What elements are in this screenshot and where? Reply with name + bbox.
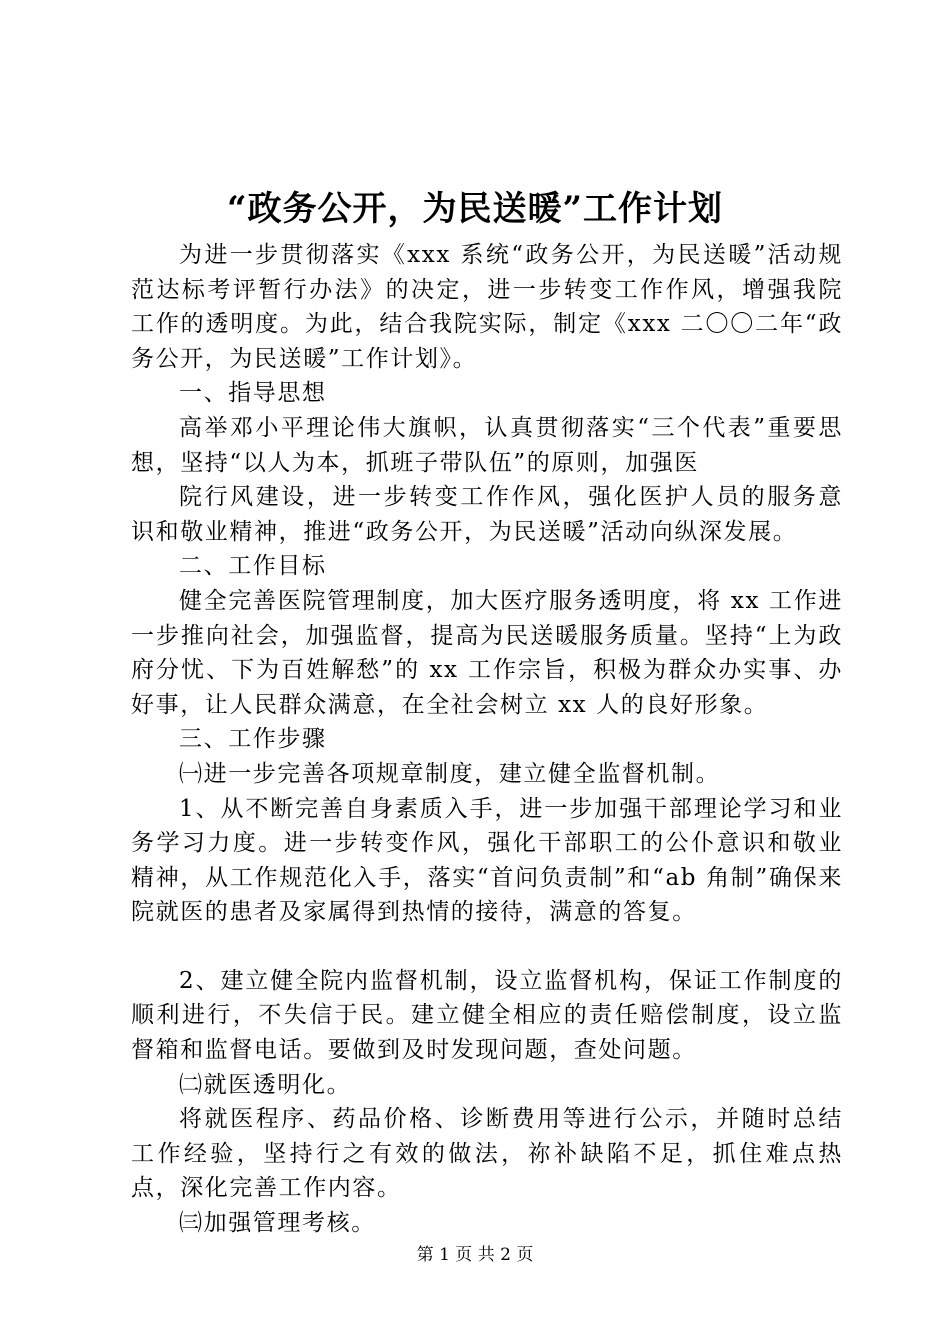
subsection-heading: ㈡就医透明化。	[179, 1071, 352, 1098]
body-paragraph: 1、从不断完善自身素质入手，进一步加强干部理论学习和业务学习力度。进一步转变作风，强化干部职工的公仆意识和敬业精神，从工作规范化入手，落实“首问负责制”和“ab 角制”确保来院就医的患者及家属得到热情的接待，满意的答复。	[131, 795, 843, 926]
body-paragraph: 2、建立健全院内监督机制，设立监督机构，保证工作制度的顺利进行，不失信于民。建立健全相应的责任赔偿制度，设立监督箱和监督电话。要做到及时发现问题，查处问题。	[131, 967, 843, 1064]
page-footer: 第 1 页 共 2 页	[416, 1245, 534, 1265]
document-body	[131, 238, 843, 1241]
section-heading-work-goals: 二、工作目标	[179, 553, 327, 580]
document-title: “政务公开，为民送暖”工作计划	[226, 189, 724, 229]
subsection-heading: ㈠进一步完善各项规章制度，建立健全监督机制。	[179, 760, 721, 787]
body-paragraph: 将就医程序、药品价格、诊断费用等进行公示，并随时总结工作经验，坚持行之有效的做法，祢补缺陷不足，抓住难点热点，深化完善工作内容。	[131, 1106, 843, 1202]
section-heading-guiding-ideology: 一、指导思想	[179, 380, 327, 407]
intro-paragraph: 为进一步贯彻落实《xxx 系统“政务公开，为民送暖”活动规范达标考评暂行办法》的决定，进一步转变工作作风，增强我院工作的透明度。为此，结合我院实际，制定《xxx 二〇〇二年“政务公开，为民送暖”工作计划》。	[131, 242, 843, 372]
section-heading-work-steps: 三、工作步骤	[179, 726, 327, 753]
body-paragraph: 院行风建设，进一步转变工作作风，强化医护人员的服务意识和敬业精神，推进“政务公开，为民送暖”活动向纵深发展。	[131, 484, 843, 545]
body-paragraph: 健全完善医院管理制度，加大医疗服务透明度，将 xx 工作进一步推向社会，加强监督，提高为民送暖服务质量。坚持“上为政府分忧、下为百姓解愁”的 xx 工作宗旨，积极为群众办实事、办好事，让人民群众满意，在全社会树立 xx 人的良好形象。	[131, 587, 843, 718]
subsection-heading: ㈢加强管理考核。	[179, 1210, 376, 1237]
body-paragraph: 高举邓小平理论伟大旗帜，认真贯彻落实“三个代表”重要思想，坚持“以人为本，抓班子带队伍”的原则，加强医	[131, 414, 843, 476]
